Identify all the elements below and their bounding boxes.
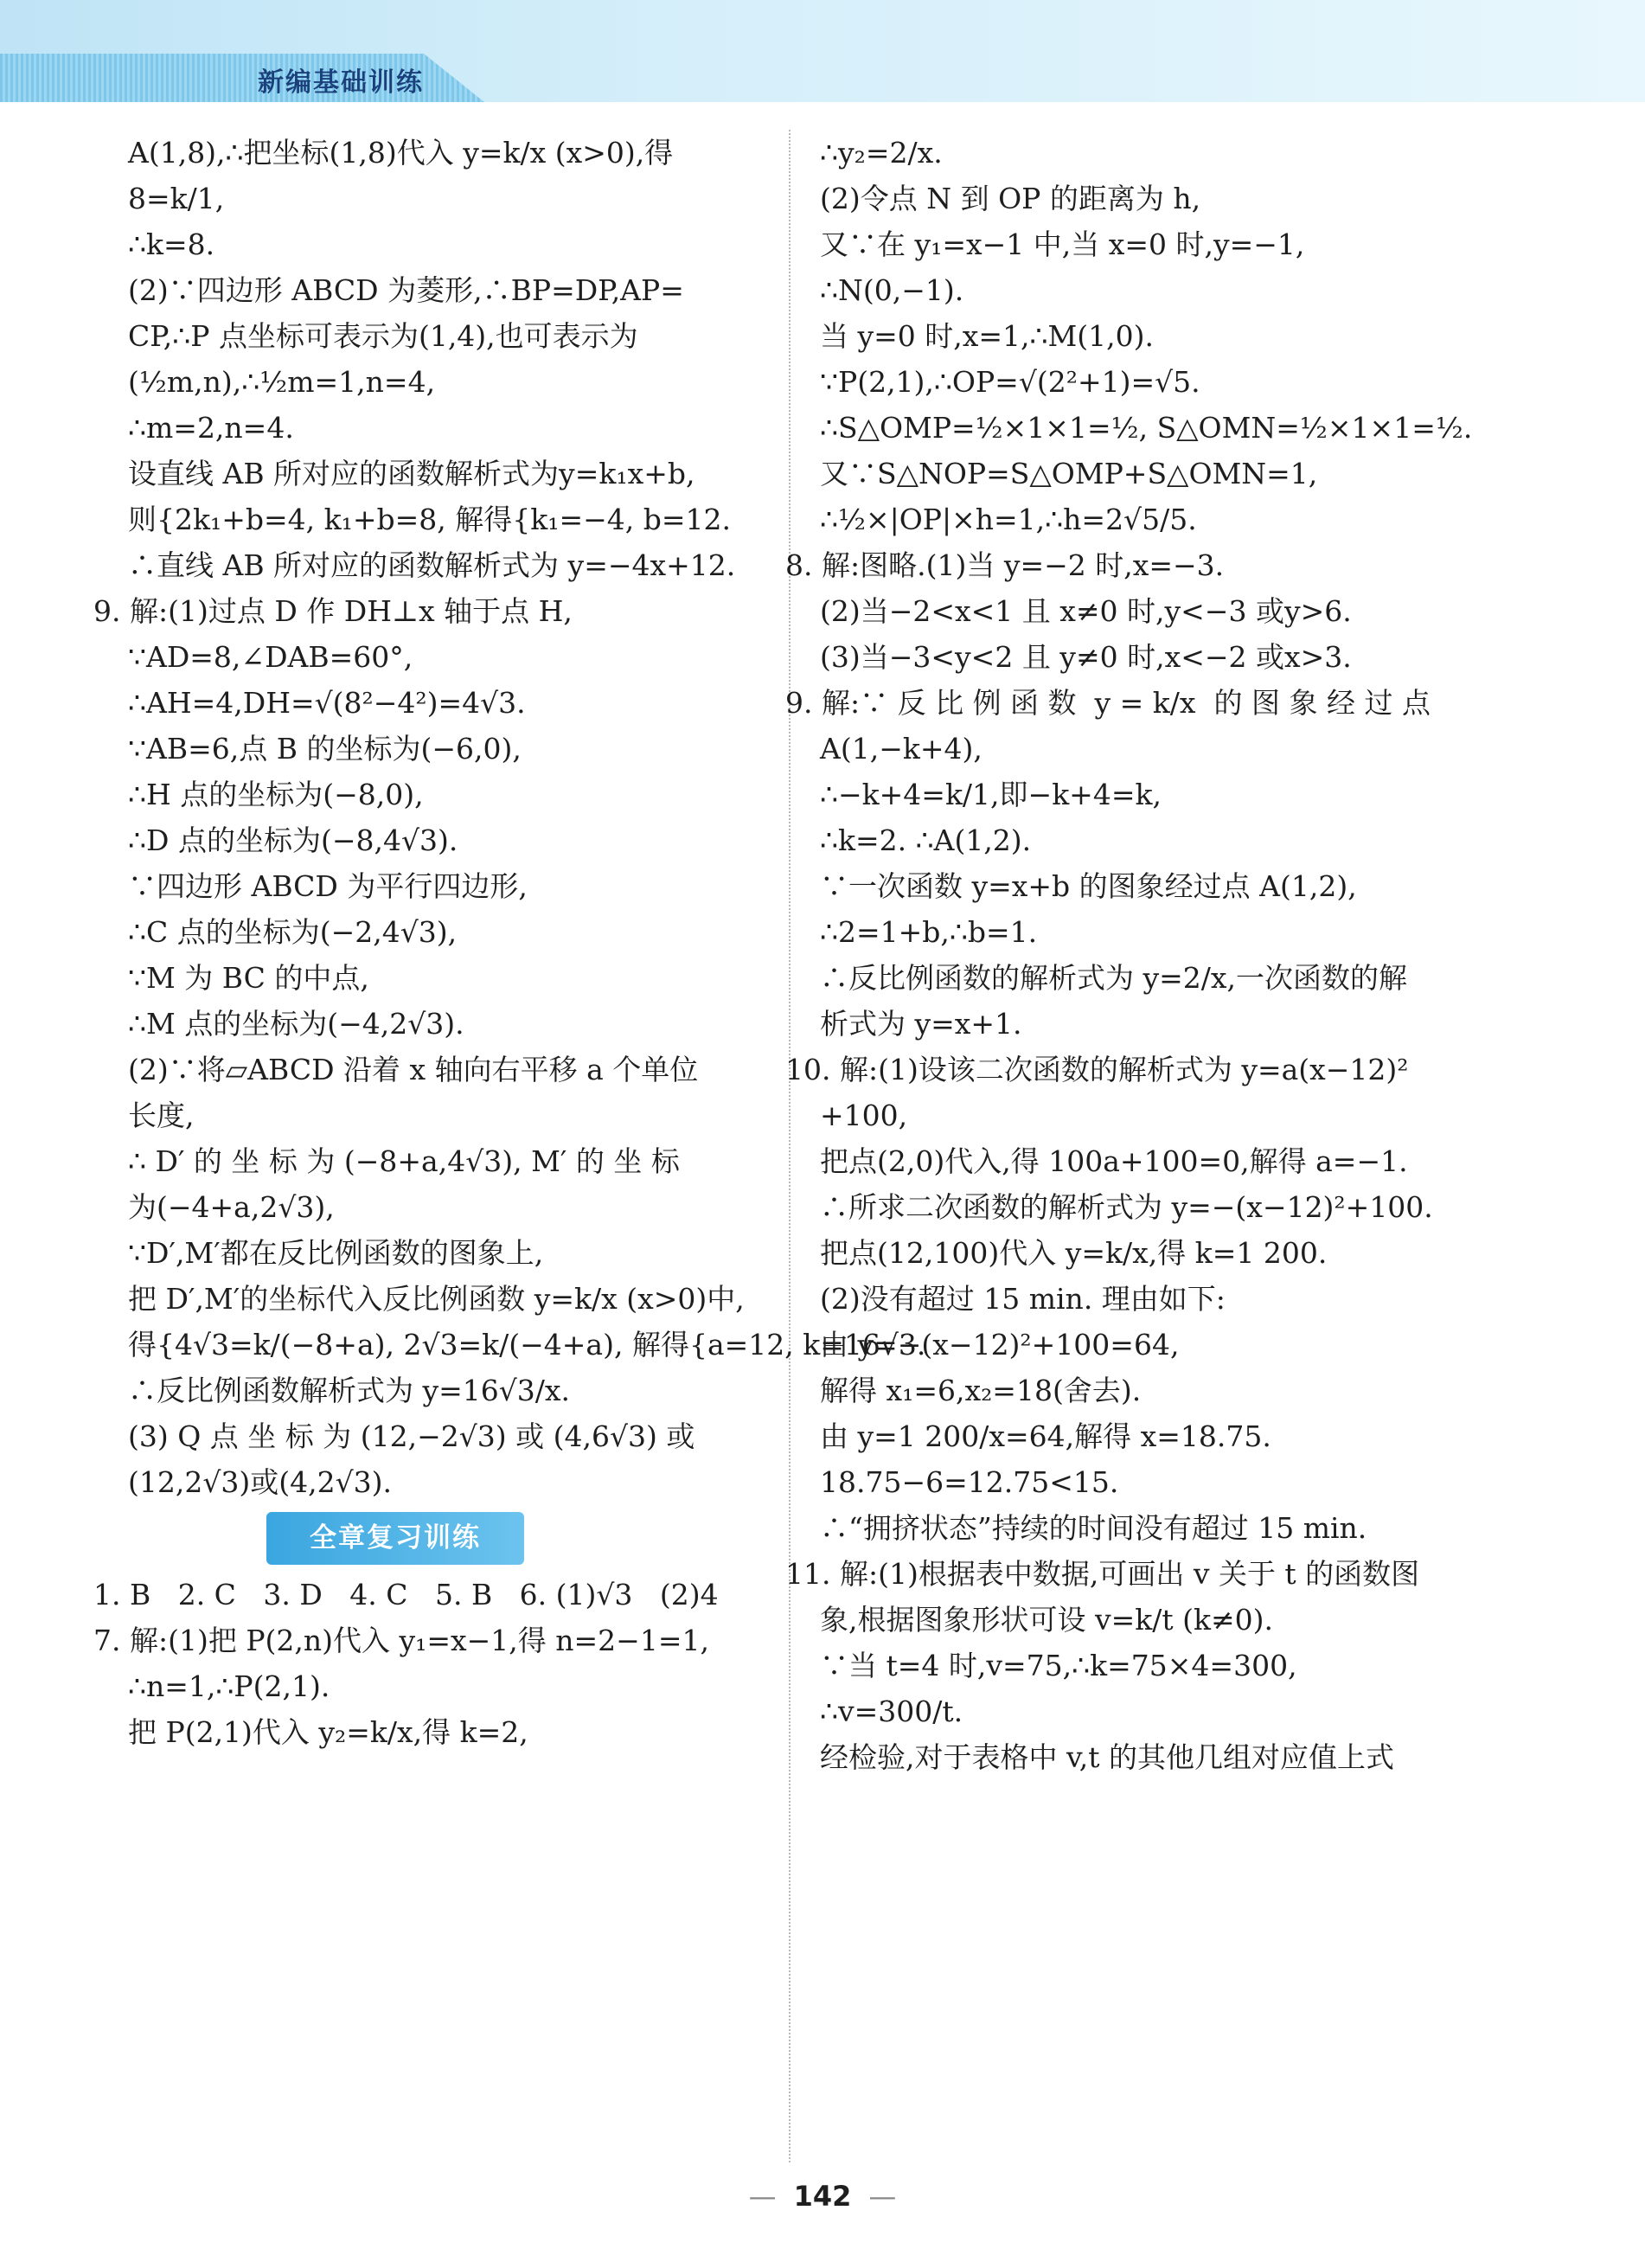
text-line: 析式为 y=x+1. (820, 1007, 1022, 1041)
text-line: 又∵S△NOP=S△OMP+S△OMN=1, (820, 457, 1318, 490)
text-line: ∴反比例函数的解析式为 y=2/x,一次函数的解 (820, 961, 1407, 995)
text-line: 18.75−6=12.75<15. (820, 1465, 1119, 1499)
text-line: A(1,−k+4), (820, 732, 983, 766)
right-column (785, 130, 1503, 1780)
text-line: (2)∵将▱ABCD 沿着 x 轴向右平移 a 个单位 (128, 1053, 699, 1086)
page-footer: — 142 — (748, 2180, 897, 2213)
text-line: ∴S△OMP=½×1×1=½, S△OMN=½×1×1=½. (820, 411, 1473, 445)
text-line: CP,∴P 点坐标可表示为(1,4),也可表示为 (128, 319, 638, 353)
text-line: 当 y=0 时,x=1,∴M(1,0). (820, 319, 1155, 353)
text-line: 则{2k₁+b=4, k₁+b=8, 解得{k₁=−4, b=12. (128, 503, 731, 536)
text-line: 把点(2,0)代入,得 100a+100=0,解得 a=−1. (820, 1144, 1408, 1178)
text-line: 8=k/1, (128, 182, 225, 215)
text-line: 象,根据图象形状可设 v=k/t (k≠0). (820, 1603, 1274, 1637)
text-line: ∵AD=8,∠DAB=60°, (128, 640, 413, 674)
text-line: (½m,n),∴½m=1,n=4, (128, 365, 436, 399)
text-line: ∴k=2. ∴A(1,2). (820, 823, 1032, 857)
text-line: 9. 解:(1)过点 D 作 DH⊥x 轴于点 H, (93, 594, 573, 628)
text-line: (2)令点 N 到 OP 的距离为 h, (820, 182, 1201, 215)
text-line: ∴ D′ 的 坐 标 为 (−8+a,4√3), M′ 的 坐 标 (128, 1144, 680, 1178)
text-line: ∴反比例函数解析式为 y=16√3/x. (128, 1374, 571, 1407)
text-line: ∵D′,M′都在反比例函数的图象上, (128, 1236, 544, 1270)
text-line: 8. 解:图略.(1)当 y=−2 时,x=−3. (785, 548, 1225, 582)
text-line: ∵四边形 ABCD 为平行四边形, (128, 869, 528, 903)
text-line: ∴N(0,−1). (820, 273, 964, 307)
text-line: ∴M 点的坐标为(−4,2√3). (128, 1007, 464, 1041)
text-line: ∴C 点的坐标为(−2,4√3), (128, 915, 458, 949)
text-line: (3) Q 点 坐 标 为 (12,−2√3) 或 (4,6√3) 或 (128, 1419, 695, 1453)
text-line: ∴AH=4,DH=√(8²−4²)=4√3. (128, 686, 526, 720)
text-line: 为(−4+a,2√3), (128, 1190, 335, 1224)
text-line: ∴D 点的坐标为(−8,4√3). (128, 823, 458, 857)
section-heading: 全章复习训练 (266, 1512, 524, 1565)
text-line: 7. 解:(1)把 P(2,n)代入 y₁=x−1,得 n=2−1=1, (93, 1624, 709, 1657)
text-line: 11. 解:(1)根据表中数据,可画出 v 关于 t 的函数图 (785, 1557, 1420, 1591)
text-line: ∴n=1,∴P(2,1). (128, 1669, 330, 1703)
page-number: 142 (793, 2180, 852, 2213)
text-line: ∴y₂=2/x. (820, 136, 943, 170)
text-line: (12,2√3)或(4,2√3). (128, 1465, 392, 1499)
text-line: (2)∵四边形 ABCD 为菱形,∴BP=DP,AP= (128, 273, 684, 307)
text-line: 解得 x₁=6,x₂=18(舍去). (820, 1374, 1142, 1407)
text-line: 1. B 2. C 3. D 4. C 5. B 6. (1)√3 (2)4 (93, 1578, 719, 1611)
text-line: (2)没有超过 15 min. 理由如下: (820, 1282, 1226, 1316)
text-line: ∴v=300/t. (820, 1695, 963, 1728)
text-line: ∵AB=6,点 B 的坐标为(−6,0), (128, 732, 522, 766)
text-line: ∵一次函数 y=x+b 的图象经过点 A(1,2), (820, 869, 1357, 903)
text-line: ∵P(2,1),∴OP=√(2²+1)=√5. (820, 365, 1200, 399)
text-line: 得{4√3=k/(−8+a), 2√3=k/(−4+a), 解得{a=12, k=16√3. (128, 1328, 926, 1361)
text-line: ∴½×|OP|×h=1,∴h=2√5/5. (820, 503, 1197, 536)
text-line: 把 P(2,1)代入 y₂=k/x,得 k=2, (128, 1715, 528, 1749)
text-line: ∵M 为 BC 的中点, (128, 961, 369, 995)
book-title: 新编基础训练 (258, 67, 424, 98)
text-line: 把点(12,100)代入 y=k/x,得 k=1 200. (820, 1236, 1328, 1270)
text-line: 9. 解:∵ 反 比 例 函 数 y = k/x 的 图 象 经 过 点 (785, 686, 1431, 720)
text-line: (2)当−2<x<1 且 x≠0 时,y<−3 或y>6. (820, 594, 1352, 628)
text-line: ∴m=2,n=4. (128, 411, 294, 445)
text-line: 由 y=−(x−12)²+100=64, (820, 1328, 1180, 1361)
text-line: ∴−k+4=k/1,即−k+4=k, (820, 778, 1162, 811)
text-line: 经检验,对于表格中 v,t 的其他几组对应值上式 (820, 1740, 1394, 1774)
text-line: ∴直线 AB 所对应的函数解析式为 y=−4x+12. (128, 548, 736, 582)
text-line: ∴所求二次函数的解析式为 y=−(x−12)²+100. (820, 1190, 1433, 1224)
text-line: 长度, (128, 1099, 195, 1132)
text-line: A(1,8),∴把坐标(1,8)代入 y=k/x (x>0),得 (128, 136, 674, 170)
text-line: 由 y=1 200/x=64,解得 x=18.75. (820, 1419, 1271, 1453)
text-line: ∵当 t=4 时,v=75,∴k=75×4=300, (820, 1649, 1297, 1682)
text-line: ∴2=1+b,∴b=1. (820, 915, 1038, 949)
text-line: 把 D′,M′的坐标代入反比例函数 y=k/x (x>0)中, (128, 1282, 745, 1316)
text-line: 设直线 AB 所对应的函数解析式为y=k₁x+b, (128, 457, 695, 490)
text-line: 又∵在 y₁=x−1 中,当 x=0 时,y=−1, (820, 227, 1305, 261)
text-line: ∴k=8. (128, 227, 215, 261)
text-line: ∴H 点的坐标为(−8,0), (128, 778, 424, 811)
text-line: 10. 解:(1)设该二次函数的解析式为 y=a(x−12)² (785, 1053, 1409, 1086)
text-line: (3)当−3<y<2 且 y≠0 时,x<−2 或x>3. (820, 640, 1352, 674)
text-line: +100, (820, 1099, 908, 1132)
text-line: ∴“拥挤状态”持续的时间没有超过 15 min. (820, 1511, 1367, 1545)
column-divider (789, 130, 790, 2162)
